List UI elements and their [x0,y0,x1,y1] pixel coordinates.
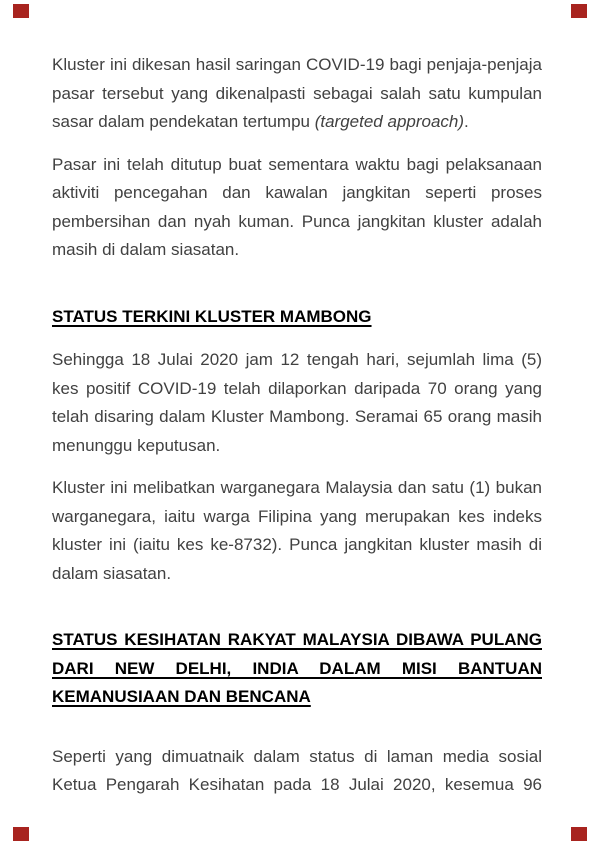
heading-status-terkini-kluster-mambong: STATUS TERKINI KLUSTER MAMBONG [52,306,372,326]
corner-marker-bottom-right [571,827,587,841]
corner-marker-top-right [571,4,587,18]
paragraph-text: Kluster ini dikesan hasil saringan COVID-19 bagi penjaja-penjaja pasar tersebut yang dikenalpasti sebagai salah satu kumpulan sasar dalam pendekatan tertumpu [52,55,542,131]
paragraph-seperti-dimuatnaik: Seperti yang dimuatnaik dalam status di laman media sosial Ketua Pengarah Kesihatan pada 18 Julai 2020, kesemua 96 [52,746,542,794]
corner-marker-top-left [13,4,29,18]
paragraph-text: . [464,112,469,131]
paragraph-kluster-dikesan [52,51,542,137]
italic-targeted-approach: (targeted approach) [314,112,465,131]
paragraph-sehingga-18-julai: Sehingga 18 Julai 2020 jam 12 tengah hari, sejumlah lima (5) kes positif COVID-19 telah dilaporkan daripada 70 orang yang telah disaring dalam Kluster Mambong. Seramai 65 orang masih menunggu keputusan. [52,350,542,455]
paragraph-pasar-ditutup: Pasar ini telah ditutup buat sementara waktu bagi pelaksanaan aktiviti pencegahan dan kawalan jangkitan seperti proses pembersihan dan nyah kuman. Punca jangkitan kluster adalah masih di dalam siasatan. [52,154,542,259]
corner-marker-bottom-left [13,827,29,841]
document-body [52,51,542,814]
heading-status-kesihatan-rakyat: STATUS KESIHATAN RAKYAT MALAYSIA DIBAWA PULANG DARI NEW DELHI, INDIA DALAM MISI BANTUAN KEMANUSIAAN DAN BENCANA [52,630,542,706]
paragraph-kluster-melibatkan: Kluster ini melibatkan warganegara Malaysia dan satu (1) bukan warganegara, iaitu warga Filipina yang merupakan kes indeks kluster ini (iaitu kes ke-8732). Punca jangkitan kluster masih di dalam siasatan. [52,478,542,583]
